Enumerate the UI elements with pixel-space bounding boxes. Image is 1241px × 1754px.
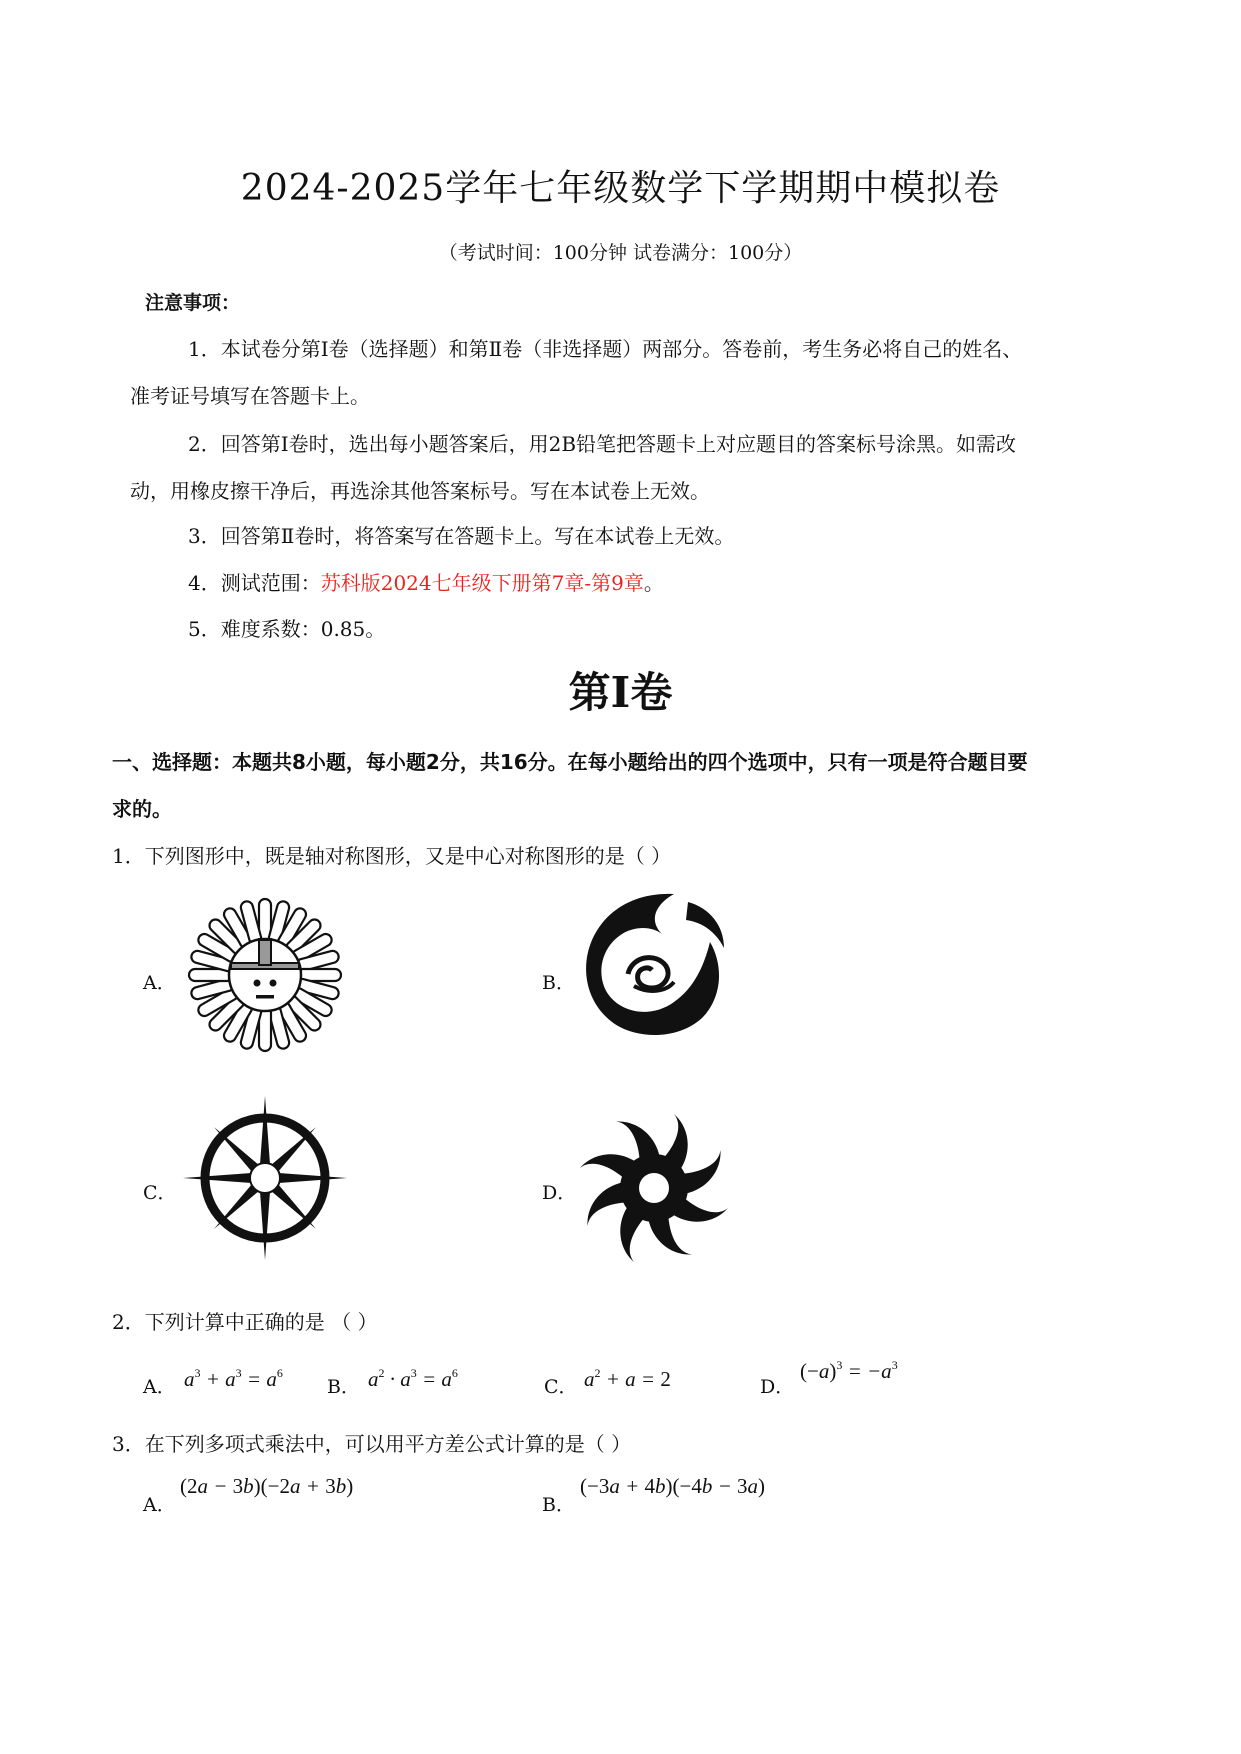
q3-option-a-label: A．: [143, 1494, 176, 1516]
q3-option-b-label: B．: [542, 1494, 575, 1516]
q2-option-c-expr: $a^2 + a = 2$: [584, 1366, 671, 1391]
q1-option-c-label: C．: [143, 1182, 177, 1204]
q2-option-b-expr: $a^2 \cdot a^3 = a^6$: [368, 1366, 458, 1391]
note-item-4: [188, 567, 664, 596]
note-item-1: 1．本试卷分第Ⅰ卷（选择题）和第Ⅱ卷（非选择题）两部分。答卷前，考生务必将自己的姓名、: [188, 337, 1023, 361]
q3-option-a-expr: (2a − 3b)(−2a + 3b): [180, 1474, 354, 1498]
note-item-5: 5．难度系数：0.85。: [188, 617, 386, 641]
q2-option-a-label: A．: [143, 1376, 176, 1398]
q1-option-b-label: B．: [542, 972, 575, 994]
q1-option-d-label: D．: [542, 1182, 577, 1204]
note-item-1-cont: 准考证号填写在答题卡上。: [130, 384, 370, 408]
q2-option-c-label: C．: [544, 1376, 578, 1398]
note-item-2-cont: 动，用橡皮擦干净后，再选涂其他答案标号。写在本试卷上无效。: [130, 479, 710, 503]
question-3-stem: 3．在下列多项式乘法中，可以用平方差公式计算的是（ ）: [112, 1432, 632, 1456]
pinwheel-flower-icon: [578, 1112, 730, 1264]
section-heading: 一、选择题：本题共8小题，每小题2分，共16分。在每小题给出的四个选项中，只有一项是符合题目要: [112, 750, 1028, 774]
star-wheel-icon: [180, 1093, 350, 1263]
note-item-3: 3．回答第Ⅱ卷时，将答案写在答题卡上。写在本试卷上无效。: [188, 524, 735, 548]
q2-option-a-expr: $a^3 + a^3 = a^6$: [184, 1366, 283, 1391]
sun-face-icon: [185, 895, 345, 1055]
part-title: 第Ⅰ卷: [568, 668, 673, 717]
note-item-2: 2．回答第Ⅰ卷时，选出每小题答案后，用2B铅笔把答题卡上对应题目的答案标号涂黑。如需改: [188, 432, 1017, 456]
q3-option-b-expr: (−3a + 4b)(−4b − 3a): [580, 1474, 766, 1498]
note-item-4-suffix: 。: [643, 571, 664, 595]
notes-heading: 注意事项：: [145, 292, 241, 314]
page-title: 2024-2025学年七年级数学下学期期中模拟卷: [240, 168, 1001, 209]
q2-option-b-label: B．: [327, 1376, 360, 1398]
test-range: 苏科版2024七年级下册第7章-第9章: [320, 571, 644, 595]
exam-info: （考试时间：100分钟 试卷满分：100分）: [438, 242, 803, 264]
q2-option-d-label: D．: [760, 1376, 795, 1398]
section-heading-cont: 求的。: [112, 797, 172, 821]
q2-option-d-expr: $(-a)^3 = -a^3$: [800, 1358, 898, 1383]
swirl-flower-icon: [578, 890, 726, 1040]
question-1-stem: 1．下列图形中，既是轴对称图形，又是中心对称图形的是（ ）: [112, 844, 672, 868]
question-2-stem: 2．下列计算中正确的是 （ ）: [112, 1310, 378, 1334]
q1-option-a-label: A．: [143, 972, 176, 994]
note-item-4-prefix: 4．测试范围：: [188, 571, 321, 595]
